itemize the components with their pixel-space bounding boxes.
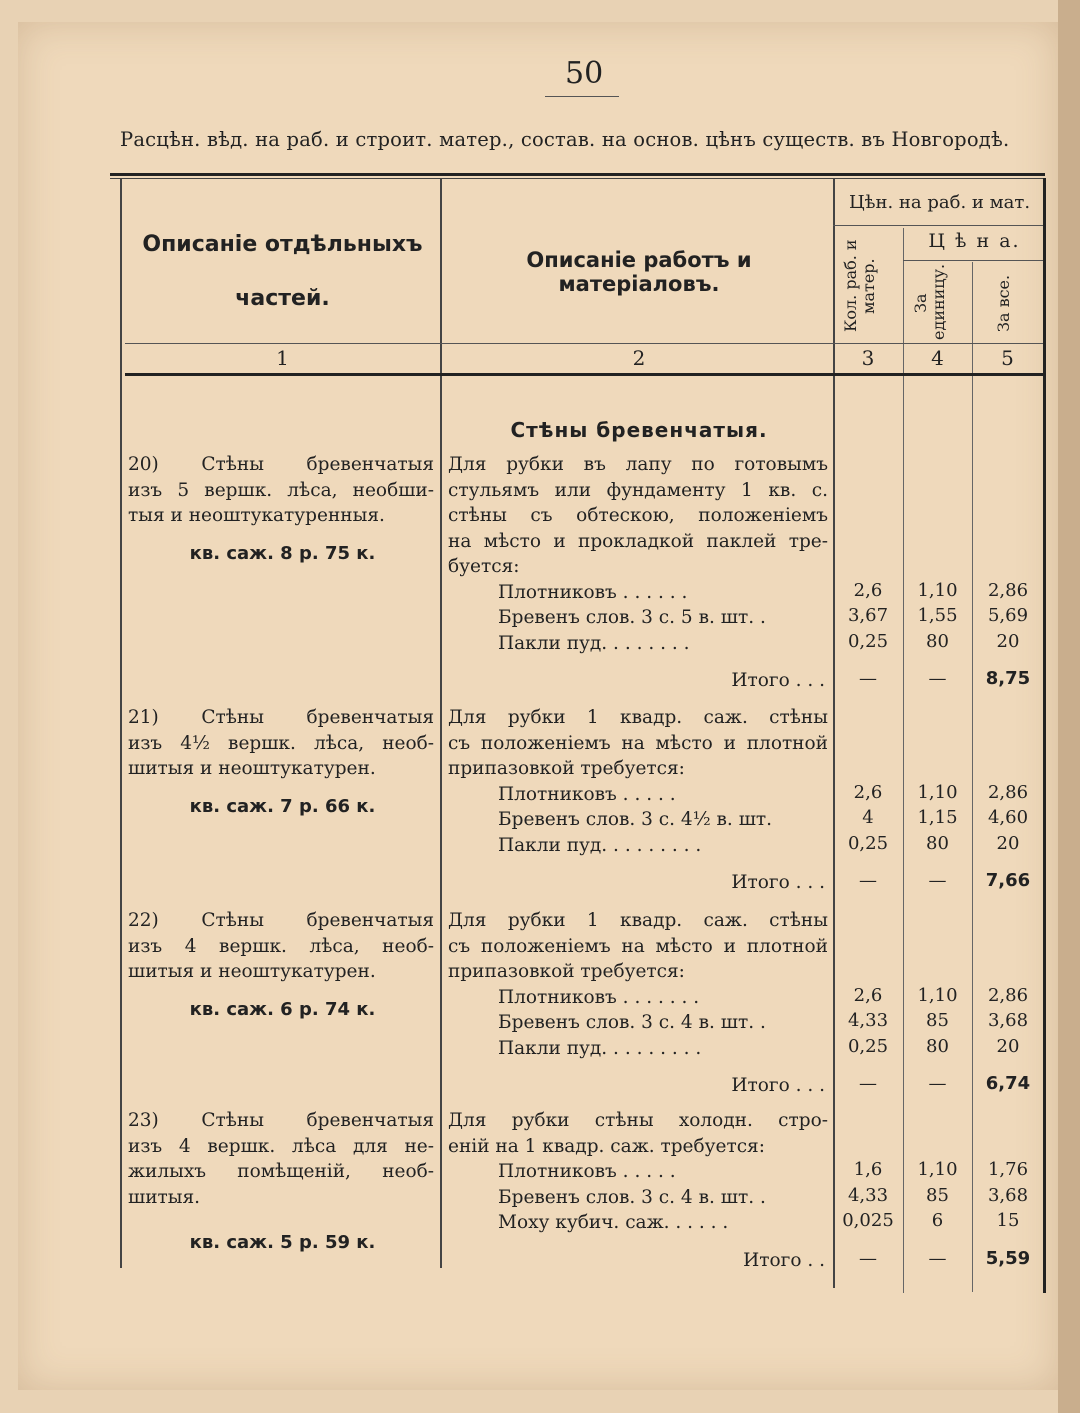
table-top-rule-thin [110, 178, 1045, 179]
item-label: Плотниковъ . . . . . . . [498, 986, 700, 1008]
entry-desc-line: шитыя и неоштукатурен. [128, 758, 376, 779]
table-left-border [120, 178, 122, 1268]
item-qty: 0,25 [847, 630, 889, 652]
entry-desc-line: шитыя. [128, 1186, 201, 1208]
group-header-rule [833, 225, 1043, 226]
item-qty: 3,67 [847, 605, 889, 626]
header-col1 [125, 218, 440, 326]
entry-work-line: буется: [448, 556, 520, 577]
total-qty: — [859, 1247, 877, 1269]
item-qty: 0,025 [842, 1210, 894, 1231]
entry-desc-line: 21) Стѣны бревенчатыя [128, 707, 434, 728]
item-total-price: 4,60 [987, 807, 1029, 828]
entry-work-line: Для рубки въ лапу по готовымъ [448, 454, 828, 475]
header-bottom-rule [125, 373, 1043, 376]
item-label: Бревенъ слов. 3 с. 5 в. шт. . [498, 607, 766, 628]
item-total-price: 2,86 [987, 984, 1029, 1006]
entry-work-line: еній на 1 квадр. саж. требуется: [448, 1135, 765, 1157]
item-total-price: 2,86 [987, 781, 1029, 803]
header-col5: За все. [994, 274, 1013, 332]
item-qty: 4,33 [847, 1010, 889, 1031]
entry-desc-line: изъ 4 вершк. лѣса для не- [128, 1135, 434, 1157]
entry-desc-line: 23) Стѣны бревенчатыя [128, 1110, 434, 1131]
header-col1-line1: Описаніе отдѣльныхъ [142, 232, 423, 257]
entry-work-line: Для рубки 1 квадр. саж. стѣны [448, 707, 828, 728]
total-label: Итого . . . [731, 670, 825, 691]
col-divider-4 [972, 262, 973, 1292]
item-unit-price: 1,10 [917, 1159, 958, 1180]
item-total-price: 5,69 [987, 605, 1029, 626]
header-numbers-rule [125, 343, 1043, 344]
entry-price: кв. саж. 7 р. 66 к. [189, 795, 376, 817]
item-qty: 4,33 [847, 1184, 889, 1206]
item-label: Бревенъ слов. 3 с. 4 в. шт. . [498, 1012, 766, 1033]
item-unit-price: 1,10 [917, 579, 958, 601]
item-qty: 0,25 [847, 832, 889, 854]
entry-work-line: стѣны съ обтескою, положеніемъ [448, 505, 828, 526]
header-group: Цѣн. на раб. и мат. [848, 192, 1031, 213]
page-number: 50 [565, 56, 604, 91]
col-divider-3 [903, 228, 904, 1293]
total-label: Итого . . . [731, 1075, 825, 1096]
entry-work-line: припазовкой требуется: [448, 758, 685, 779]
item-qty: 0,25 [847, 1035, 889, 1057]
item-total-price: 3,68 [987, 1010, 1029, 1031]
item-total-price: 20 [996, 1035, 1020, 1057]
colnum-5: 5 [1001, 346, 1014, 370]
total-sum: 7,66 [985, 870, 1031, 891]
item-label: Плотниковъ . . . . . . [498, 581, 688, 603]
item-qty: 2,6 [853, 984, 883, 1006]
item-label: Пакли пуд. . . . . . . . . [498, 834, 702, 856]
header-col2: Описаніе работъ и матеріаловъ. [526, 248, 752, 296]
total-label: Итого . . [743, 1249, 825, 1271]
colnum-4: 4 [931, 346, 944, 370]
item-qty: 4 [862, 807, 874, 828]
item-label: Бревенъ слов. 3 с. 4 в. шт. . [498, 1186, 766, 1208]
colnum-2: 2 [632, 346, 646, 370]
entry-price: кв. саж. 6 р. 74 к. [189, 998, 376, 1020]
item-unit-price: 1,15 [917, 807, 958, 828]
item-total-price: 20 [996, 630, 1020, 652]
entry-work-line: съ положеніемъ на мѣсто и плотной [448, 935, 828, 957]
item-unit-price: 80 [926, 630, 949, 652]
total-qty: — [859, 1073, 877, 1094]
entry-work-line: стульямъ или фундаменту 1 кв. с. [448, 479, 828, 501]
item-qty: 1,6 [853, 1159, 883, 1180]
entry-desc-line: шитыя и неоштукатурен. [128, 961, 376, 982]
item-total-price: 3,68 [987, 1184, 1029, 1206]
entry-work-line: съ положеніемъ на мѣсто и плотной [448, 732, 828, 754]
item-unit-price: 85 [926, 1010, 949, 1031]
item-label: Пакли пуд. . . . . . . . [498, 632, 690, 654]
item-total-price: 20 [996, 832, 1020, 854]
colnum-3: 3 [861, 346, 875, 370]
item-total-price: 2,86 [987, 579, 1029, 601]
entry-work-line: Для рубки 1 квадр. саж. стѣны [448, 910, 828, 931]
entry-desc-line: тыя и неоштукатуренныя. [128, 505, 385, 526]
item-unit-price: 85 [926, 1184, 949, 1206]
table-right-border [1043, 178, 1046, 1293]
item-total-price: 1,76 [987, 1159, 1029, 1180]
item-total-price: 15 [996, 1210, 1020, 1231]
entry-desc-line: изъ 4 вершк. лѣса, необ- [128, 935, 434, 957]
colnum-1: 1 [276, 346, 289, 370]
total-unit: — [928, 1247, 947, 1269]
total-unit: — [928, 668, 947, 689]
item-label: Моху кубич. саж. . . . . . [498, 1212, 729, 1233]
item-label: Пакли пуд. . . . . . . . . [498, 1037, 702, 1059]
page-number-rule [545, 96, 619, 97]
price-header-rule [903, 260, 1043, 261]
item-label: Плотниковъ . . . . . [498, 1161, 676, 1182]
total-sum: 6,74 [985, 1073, 1031, 1094]
entry-desc-line: 20) Стѣны бревенчатыя [128, 454, 434, 475]
entry-work-line: припазовкой требуется: [448, 961, 685, 982]
total-unit: — [928, 1073, 947, 1094]
entry-work-line: Для рубки стѣны холодн. стро- [448, 1110, 828, 1131]
header-col1-line2: частей. [235, 286, 330, 311]
entry-price: кв. саж. 5 р. 59 к. [189, 1232, 376, 1253]
header-price-group: Ц ѣ н а. [928, 230, 1021, 252]
page-heading: Расцѣн. вѣд. на раб. и строит. матер., состав. на основ. цѣнъ существ. въ Новгородѣ. [120, 128, 1010, 151]
total-sum: 8,75 [985, 668, 1031, 689]
total-qty: — [859, 668, 877, 689]
item-unit-price: 6 [931, 1210, 944, 1231]
entry-desc-line: жилыхъ помѣщеній, необ- [128, 1161, 434, 1182]
header-col4: За единицу. [911, 263, 948, 340]
entry-work-line: на мѣсто и прокладкой паклей тре- [448, 530, 828, 552]
item-qty: 2,6 [853, 579, 883, 601]
entry-desc-line: 22) Стѣны бревенчатыя [128, 910, 434, 931]
item-label: Плотниковъ . . . . . [498, 783, 676, 805]
total-sum: 5,59 [985, 1247, 1031, 1269]
total-label: Итого . . . [731, 872, 825, 893]
item-label: Бревенъ слов. 3 с. 4½ в. шт. [498, 809, 773, 830]
table-top-rule [110, 173, 1045, 176]
total-unit: — [928, 870, 947, 891]
col-divider-2 [833, 178, 835, 1288]
item-unit-price: 1,10 [917, 781, 958, 803]
total-qty: — [859, 870, 877, 891]
header-col3: Кол. раб. и матер. [841, 239, 878, 333]
item-unit-price: 80 [926, 832, 949, 854]
item-unit-price: 80 [926, 1035, 949, 1057]
item-unit-price: 1,10 [917, 984, 958, 1006]
item-unit-price: 1,55 [917, 605, 958, 626]
entry-desc-line: изъ 4½ вершк. лѣса, необ- [128, 732, 434, 754]
item-qty: 2,6 [853, 781, 883, 803]
book-spine [1058, 0, 1080, 1413]
entry-desc-line: изъ 5 вершк. лѣса, необши- [128, 479, 434, 501]
entry-price: кв. саж. 8 р. 75 к. [189, 542, 376, 564]
col-divider-1 [440, 178, 442, 1268]
section-title: Стѣны бревенчатыя. [510, 418, 768, 442]
